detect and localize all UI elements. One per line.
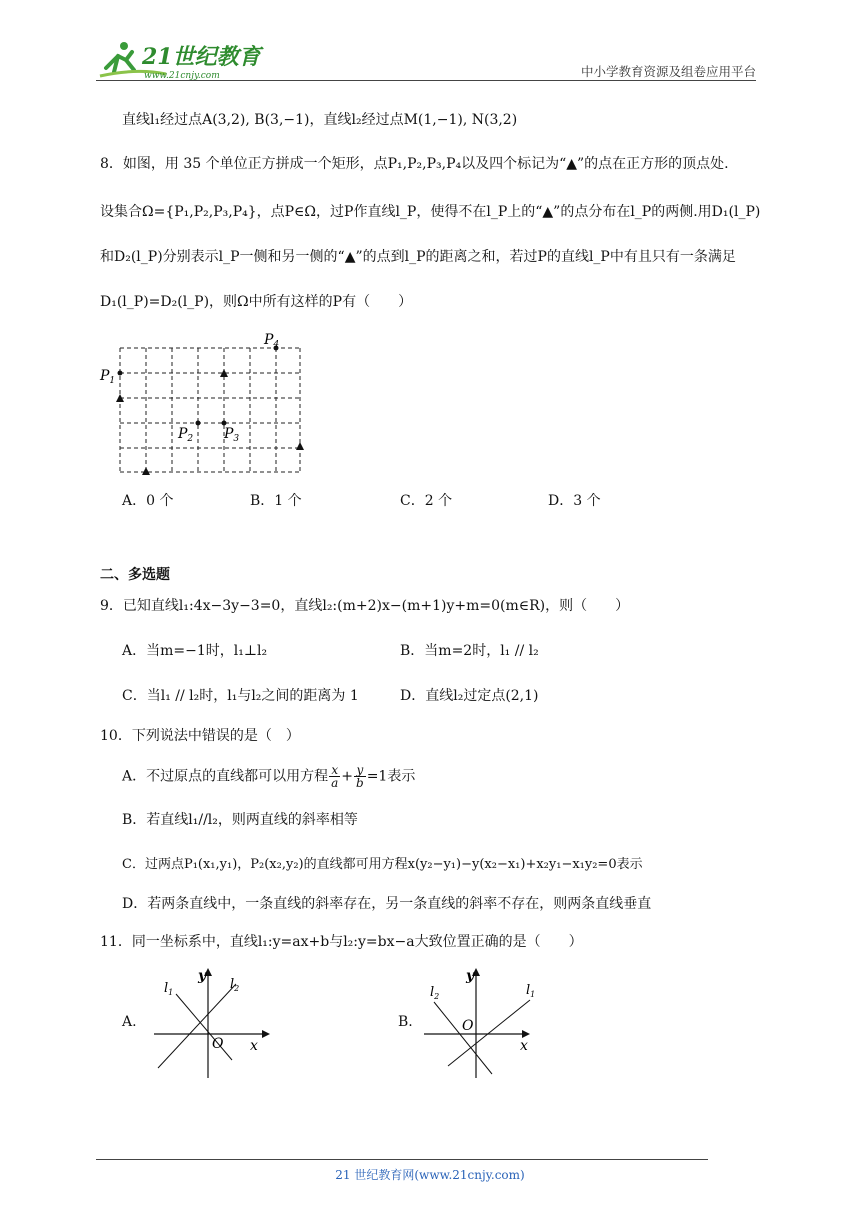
frac1-num: x xyxy=(329,764,340,777)
q11-graph-b xyxy=(420,962,540,1082)
q9-option-c: C．当l₁ // l₂时，l₁与l₂之间的距离为 1 xyxy=(122,688,359,704)
q10-stem: 10．下列说法中错误的是（ ） xyxy=(100,728,300,744)
axis-y-label: y xyxy=(198,968,207,984)
runner-logo-icon xyxy=(96,38,266,82)
line-l2-label: $l_2$ xyxy=(430,985,440,1001)
line-l2-label: $l_2$ xyxy=(230,977,240,993)
q8-line3: 和D₂(l_P)分别表示l_P一侧和另一侧的“▲”的点到l_P的距离之和，若过P的直线l_P中有且只有一条满足 xyxy=(100,249,736,265)
line-l1-label: $l_1$ xyxy=(526,983,536,999)
point-p1 xyxy=(118,371,123,376)
q11-graph-a xyxy=(150,962,270,1082)
point-p2 xyxy=(196,421,201,426)
logo-title: 21世纪教育 xyxy=(142,44,261,70)
q8-option-d: D．3 个 xyxy=(548,493,601,509)
q9-stem: 9．已知直线l₁:4x−3y−3=0，直线l₂:(m+2)x−(m+1)y+m=0(m∈R)，则（ ） xyxy=(100,598,630,614)
q7-option-d xyxy=(122,110,517,130)
origin-label: O xyxy=(212,1036,224,1052)
fraction-y-over-b xyxy=(354,764,366,789)
point-p3 xyxy=(222,421,227,426)
q10-option-a: A．不过原点的直线都可以用方程 $\frac{x}{a}$ + $\frac{y}{b}$ =1表示 xyxy=(122,763,416,790)
axis-y-label: y xyxy=(466,968,475,984)
q8-option-b: B．1 个 xyxy=(250,493,302,509)
q8-option-c: C．2 个 xyxy=(400,493,453,509)
triangle-mark xyxy=(296,442,304,450)
frac1-den: a xyxy=(331,776,339,790)
label-p1: $P_1$ xyxy=(100,368,116,386)
q10-option-d: D．若两条直线中，一条直线的斜率存在，另一条直线的斜率不存在，则两条直线垂直 xyxy=(122,896,652,912)
q8-line1: 8．如图，用 35 个单位正方拼成一个矩形，点P₁,P₂,P₃,P₄以及四个标记为“▲”的点在正方形的顶点处. xyxy=(100,156,729,172)
frac2-num: y xyxy=(354,764,366,777)
logo-url: www.21cnjy.com xyxy=(144,71,220,81)
label-p2: $P_2$ xyxy=(178,426,194,444)
site-logo xyxy=(96,38,266,82)
q11-stem: 11．同一坐标系中，直线l₁:y=ax+b与l₂:y=bx−a大致位置正确的是（ ） xyxy=(100,934,583,950)
q9-option-a: A．当m=−1时，l₁⊥l₂ xyxy=(122,643,268,659)
triangle-mark xyxy=(142,467,150,475)
q8-grid-figure xyxy=(96,328,316,478)
header-platform-text: 中小学教育资源及组卷应用平台 xyxy=(580,64,756,79)
origin-label: O xyxy=(462,1018,474,1034)
q10-option-c: C．过两点P₁(x₁,y₁)，P₂(x₂,y₂)的直线都可用方程x(y₂−y₁)−y(x₂−x₁)+x₂y₁−x₁y₂=0表示 xyxy=(122,857,643,872)
q10-option-a-post: =1表示 xyxy=(366,768,416,785)
q8-line4: D₁(l_P)=D₂(l_P)，则Ω中所有这样的P有（ ） xyxy=(100,294,413,310)
q10-option-b: B．若直线l₁//l₂，则两直线的斜率相等 xyxy=(122,812,358,828)
line-l1-label: $l_1$ xyxy=(164,981,174,997)
fraction-x-over-a xyxy=(329,764,340,789)
axis-x-label: x xyxy=(520,1038,528,1054)
q9-option-d: D．直线l₂过定点(2,1) xyxy=(400,688,539,704)
q11-option-a-label: A. xyxy=(122,1014,137,1030)
section-title: 二、多选题 xyxy=(100,567,170,583)
footer-divider xyxy=(96,1159,708,1160)
q11-option-b-label: B. xyxy=(398,1014,413,1030)
q8-option-a: A．0 个 xyxy=(122,493,174,509)
header-divider xyxy=(96,80,756,81)
label-p4: $P_4$ xyxy=(264,332,280,350)
label-p3: $P_3$ xyxy=(224,426,240,444)
footer-link[interactable]: 21 世纪教育网(www.21cnjy.com) xyxy=(335,1168,525,1182)
q7-option-d-text: 直线l₁经过点A(3,2), B(3,−1)，直线l₂经过点M(1,−1), N(3,2) xyxy=(122,112,518,128)
q9-option-b: B．当m=2时，l₁ // l₂ xyxy=(400,643,539,659)
frac2-den: b xyxy=(356,776,364,790)
q10-option-a-pre: A．不过原点的直线都可以用方程 xyxy=(122,768,329,785)
q8-line2: 设集合Ω={P₁,P₂,P₃,P₄}，点P∈Ω，过P作直线l_P，使得不在l_P上的“▲”的点分布在l_P的两侧.用D₁(l_P) xyxy=(100,204,761,220)
axis-x-label: x xyxy=(250,1038,258,1054)
